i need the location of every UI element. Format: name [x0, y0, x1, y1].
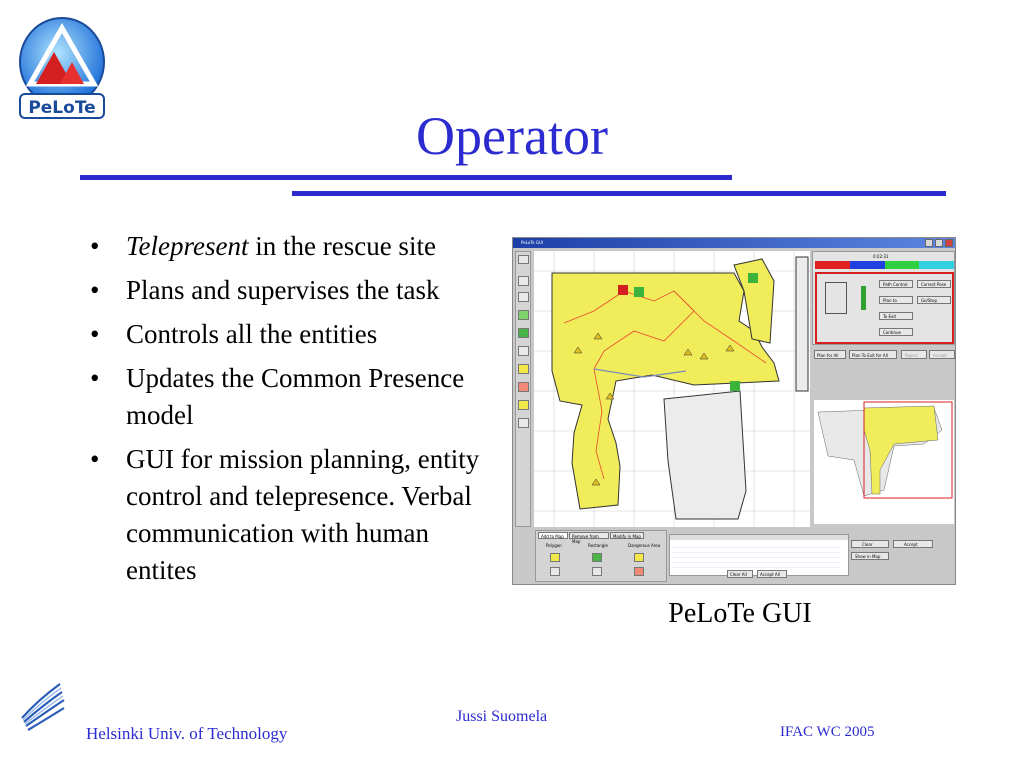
accept-plan-button[interactable]: Accept: [929, 350, 955, 359]
robot-tool-button: [518, 276, 529, 286]
to-exit-button[interactable]: To Exit: [879, 312, 913, 320]
accept-button[interactable]: Accept: [893, 540, 933, 548]
clear-button[interactable]: Clear: [851, 540, 889, 548]
map-view: [534, 251, 810, 527]
clear-all-button[interactable]: Clear All: [727, 570, 753, 578]
status-cell-red: [815, 261, 850, 269]
column-rectangle: Rectangle: [588, 543, 608, 548]
fire-warning-icon[interactable]: [634, 567, 644, 576]
tab-modify-in-map[interactable]: Modify in Map: [610, 532, 644, 539]
path-tool-button: [518, 255, 529, 264]
window-title: PeLoTe GUI: [521, 240, 544, 245]
university-logo: [18, 676, 66, 736]
window-titlebar: [513, 238, 955, 248]
up-arrow-icon: [518, 310, 529, 320]
status-cell-green: [885, 261, 920, 269]
minimize-icon: [925, 239, 933, 247]
slide-title: Operator: [416, 106, 608, 166]
bullet-item: • Controls all the entities: [88, 316, 488, 353]
bullet-list: [88, 228, 488, 596]
robot-control-panel: [812, 251, 955, 345]
continue-button[interactable]: Continue: [879, 328, 913, 336]
bullet-item: • Updates the Common Presence model: [88, 360, 488, 434]
hazard-warning-icon: [518, 400, 529, 410]
speed-gauge: [861, 286, 866, 310]
plan-to-button[interactable]: Plan to: [879, 296, 913, 304]
mission-timer: 0:22:31: [873, 254, 889, 259]
robot-icon: [825, 282, 847, 314]
show-in-map-button[interactable]: Show in Map: [851, 552, 889, 560]
reject-button[interactable]: Reject: [901, 350, 927, 359]
grid-tool-button: [518, 292, 529, 302]
bullet-item: • GUI for mission planning, entity control and telepresence. Verbal communication with human entites: [88, 441, 488, 589]
status-cell-blue: [850, 261, 885, 269]
tab-add-to-map[interactable]: Add to Map: [538, 532, 568, 539]
plan-to-exit-for-all-button[interactable]: Plan To Exit for All: [849, 350, 897, 359]
gui-screenshot: [512, 237, 956, 585]
correct-pose-button[interactable]: Correct Pose: [917, 280, 951, 288]
footer-right: IFAC WC 2005: [780, 724, 875, 740]
footer-left: Helsinki Univ. of Technology: [86, 724, 288, 743]
figure-caption: PeLoTe GUI: [668, 598, 812, 629]
close-icon: [945, 239, 953, 247]
logo-text: PeLoTe: [28, 98, 96, 118]
maximize-icon: [935, 239, 943, 247]
exit-sign-icon: [518, 328, 529, 338]
tab-remove-from-map[interactable]: Remove from Map: [569, 532, 609, 539]
accept-all-button[interactable]: Accept All: [757, 570, 787, 578]
control-box: [815, 272, 954, 344]
tool-palette: [515, 251, 531, 527]
bullet-item: • Plans and supervises the task: [88, 272, 488, 309]
go-stop-button[interactable]: Go/Stop: [917, 296, 951, 304]
path-control-button[interactable]: Path Control: [879, 280, 913, 288]
exit-sign-icon[interactable]: [592, 553, 602, 562]
car-icon[interactable]: [550, 567, 560, 576]
valve-icon: [518, 364, 529, 374]
bullet-item: • Telepresent in the rescue site: [88, 228, 488, 265]
robot-icon[interactable]: [592, 567, 602, 576]
column-dangerous-area: Dangerous Area: [628, 543, 661, 548]
valve-icon[interactable]: [634, 553, 644, 562]
title-rule-upper: [80, 175, 732, 180]
car-icon: [518, 346, 529, 356]
overview-map: [814, 400, 954, 524]
person-icon: [518, 418, 529, 428]
plan-for-all-button[interactable]: Plan for All: [814, 350, 846, 359]
title-rule-lower: [292, 191, 946, 196]
map-edit-panel: [535, 530, 667, 582]
footer-center: Jussi Suomela: [456, 708, 548, 725]
status-cell-cyan: [919, 261, 954, 269]
column-polygon: Polygon: [546, 543, 562, 548]
warning-icon[interactable]: [550, 553, 560, 562]
fire-warning-icon: [518, 382, 529, 392]
